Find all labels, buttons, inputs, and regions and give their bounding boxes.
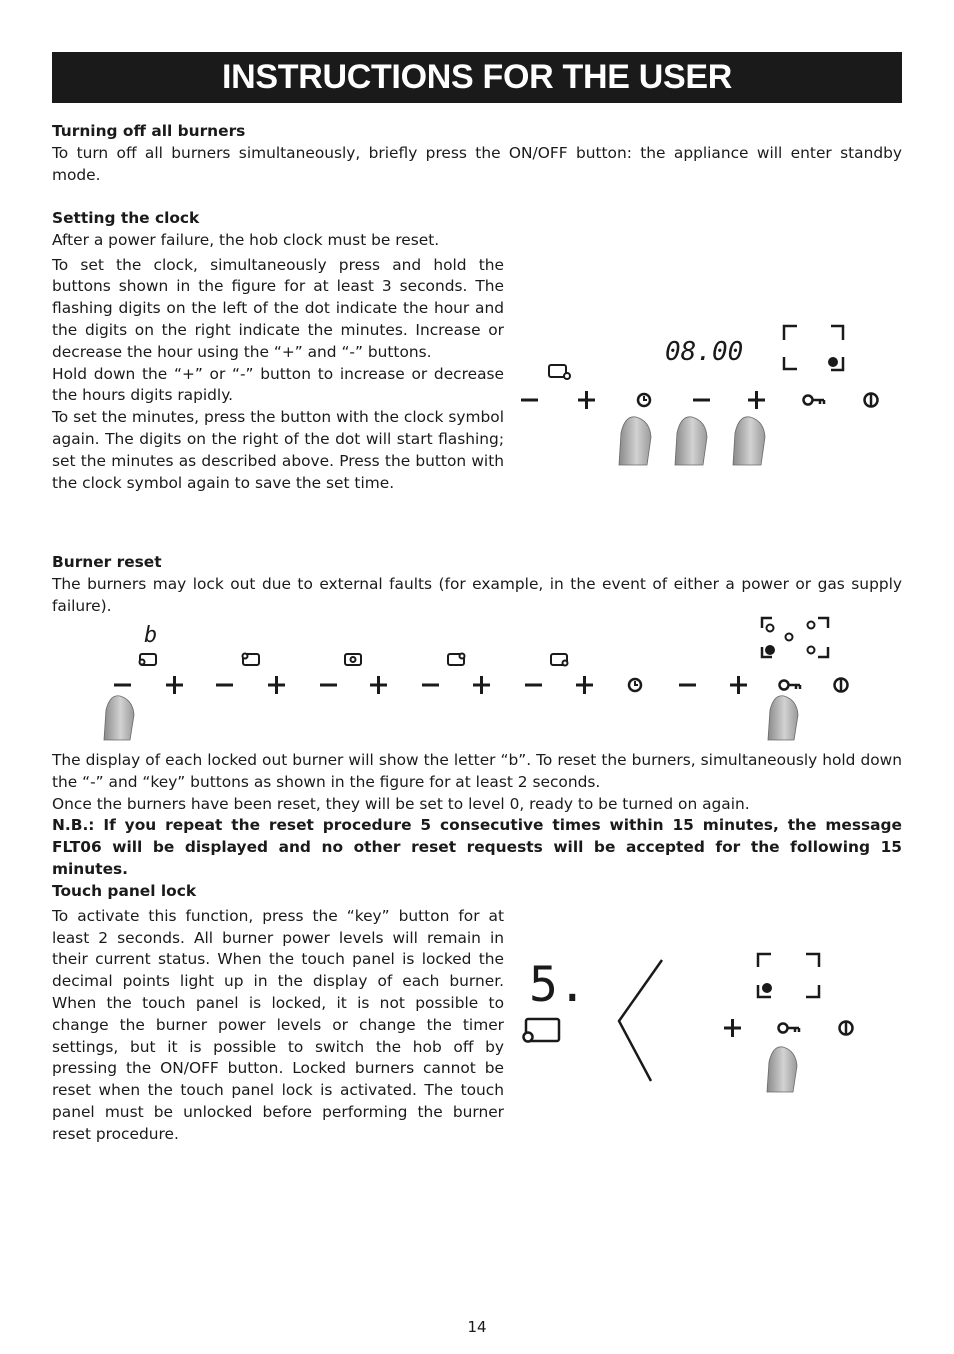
burner-rear-right-icon (448, 654, 465, 666)
active-burner-dot (762, 983, 772, 993)
reset-text-2: The display of each locked out burner will show the letter “b”. To reset the burners, simultaneously hold down the “-” and “key” buttons as shown in the figure for at least 2 seconds. (52, 751, 902, 791)
power-icon[interactable] (840, 1022, 853, 1035)
clock-text-2: To set the clock, simultaneously press and hold the buttons shown in the figure for at least 3 seconds. The flashing digits on the left of the dot indicate the hour and the digits on the right indicate the minutes. Increase or decrease the hour using the “+” and “-” buttons. (52, 255, 504, 361)
reset-text-3: Once the burners have been reset, they will be set to level 0, ready to be turned on again. (52, 794, 750, 813)
burner-icon (524, 1019, 560, 1042)
reset-text-1: The burners may lock out due to external faults (for example, in the event of either a power or gas supply failure). (52, 574, 902, 615)
section-turning-off (52, 121, 902, 186)
plus-button[interactable] (578, 391, 595, 409)
timer-plus-button[interactable] (748, 391, 765, 409)
heading-burner-reset: Burner reset (52, 553, 162, 571)
burner-front-left-icon (140, 654, 157, 665)
finger-press-icon (104, 696, 134, 740)
finger-press-icon (767, 1047, 797, 1092)
power-icon[interactable] (835, 679, 848, 692)
clock-text-4: To set the minutes, press the button with the clock symbol again. The digits on the right of the dot will start flashing; set the minutes as described above. Press the button with the clock symbol again to save the set time. (52, 408, 504, 492)
plus-button[interactable] (724, 1019, 741, 1037)
clock-icon[interactable] (629, 679, 641, 691)
clock-text-1: After a power failure, the hob clock must be reset. (52, 230, 440, 249)
plus-button[interactable] (268, 676, 285, 694)
reset-note: N.B.: If you repeat the reset procedure 5 consecutive times within 15 minutes, the message FLT06 will be displayed and no other reset requests will be accepted for the following 15 minutes. (52, 816, 902, 878)
active-burner-dot (828, 357, 838, 367)
plus-button[interactable] (370, 676, 387, 694)
burner-center-icon (345, 654, 361, 665)
section-setting-clock (52, 208, 504, 494)
active-burner-dot (765, 645, 775, 655)
plus-button[interactable] (576, 676, 593, 694)
key-icon[interactable] (804, 396, 825, 405)
burner-rear-left-icon (243, 654, 260, 666)
heading-touch-panel-lock: Touch panel lock (52, 882, 197, 900)
burner-reset-figure (100, 612, 870, 747)
finger-press-icon (675, 417, 707, 465)
locked-burner-display: b (144, 623, 158, 648)
reset-explanation (52, 750, 902, 881)
power-icon[interactable] (865, 394, 878, 407)
page-number: 14 (467, 1318, 487, 1336)
clock-display: 08.00 (665, 337, 744, 367)
section-touch-panel-lock (52, 881, 504, 1146)
heading-turning-off: Turning off all burners (52, 122, 246, 140)
clock-text-3: Hold down the “+” or “-” button to increase or decrease the hours digits rapidly. (52, 364, 504, 405)
key-icon[interactable] (780, 681, 801, 690)
plus-button[interactable] (473, 676, 490, 694)
turning-off-text: To turn off all burners simultaneously, briefly press the ON/OFF button: the appliance will enter standby mode. (52, 143, 902, 184)
heading-setting-clock: Setting the clock (52, 209, 200, 227)
finger-press-icon (768, 696, 798, 740)
clock-icon[interactable] (638, 394, 650, 406)
page-title: INSTRUCTIONS FOR THE USER (52, 52, 902, 103)
zoom-bracket (619, 960, 662, 1081)
clock-setting-figure (515, 315, 895, 475)
plus-button[interactable] (166, 676, 183, 694)
locked-level-display: 5. (529, 957, 587, 1013)
touch-panel-lock-text: To activate this function, press the “key” button for at least 2 seconds. All burner power levels will remain in their current status. When the touch panel is locked the decimal points light up in the display of each burner. When the touch panel is locked, it is not possible to change the burner power levels or change the timer settings, but it is possible to switch the hob off by pressing the ON/OFF button. Locked burners cannot be reset when the touch panel lock is activated. The touch panel must be unlocked before performing the burner reset procedure. (52, 906, 504, 1143)
burner-icon (549, 365, 570, 379)
finger-press-icon (733, 417, 765, 465)
key-icon[interactable] (779, 1024, 800, 1033)
touch-panel-lock-figure (515, 945, 895, 1095)
section-burner-reset (52, 552, 902, 617)
timer-plus-button[interactable] (730, 676, 747, 694)
finger-press-icon (619, 417, 651, 465)
burner-front-right-icon (551, 654, 568, 666)
